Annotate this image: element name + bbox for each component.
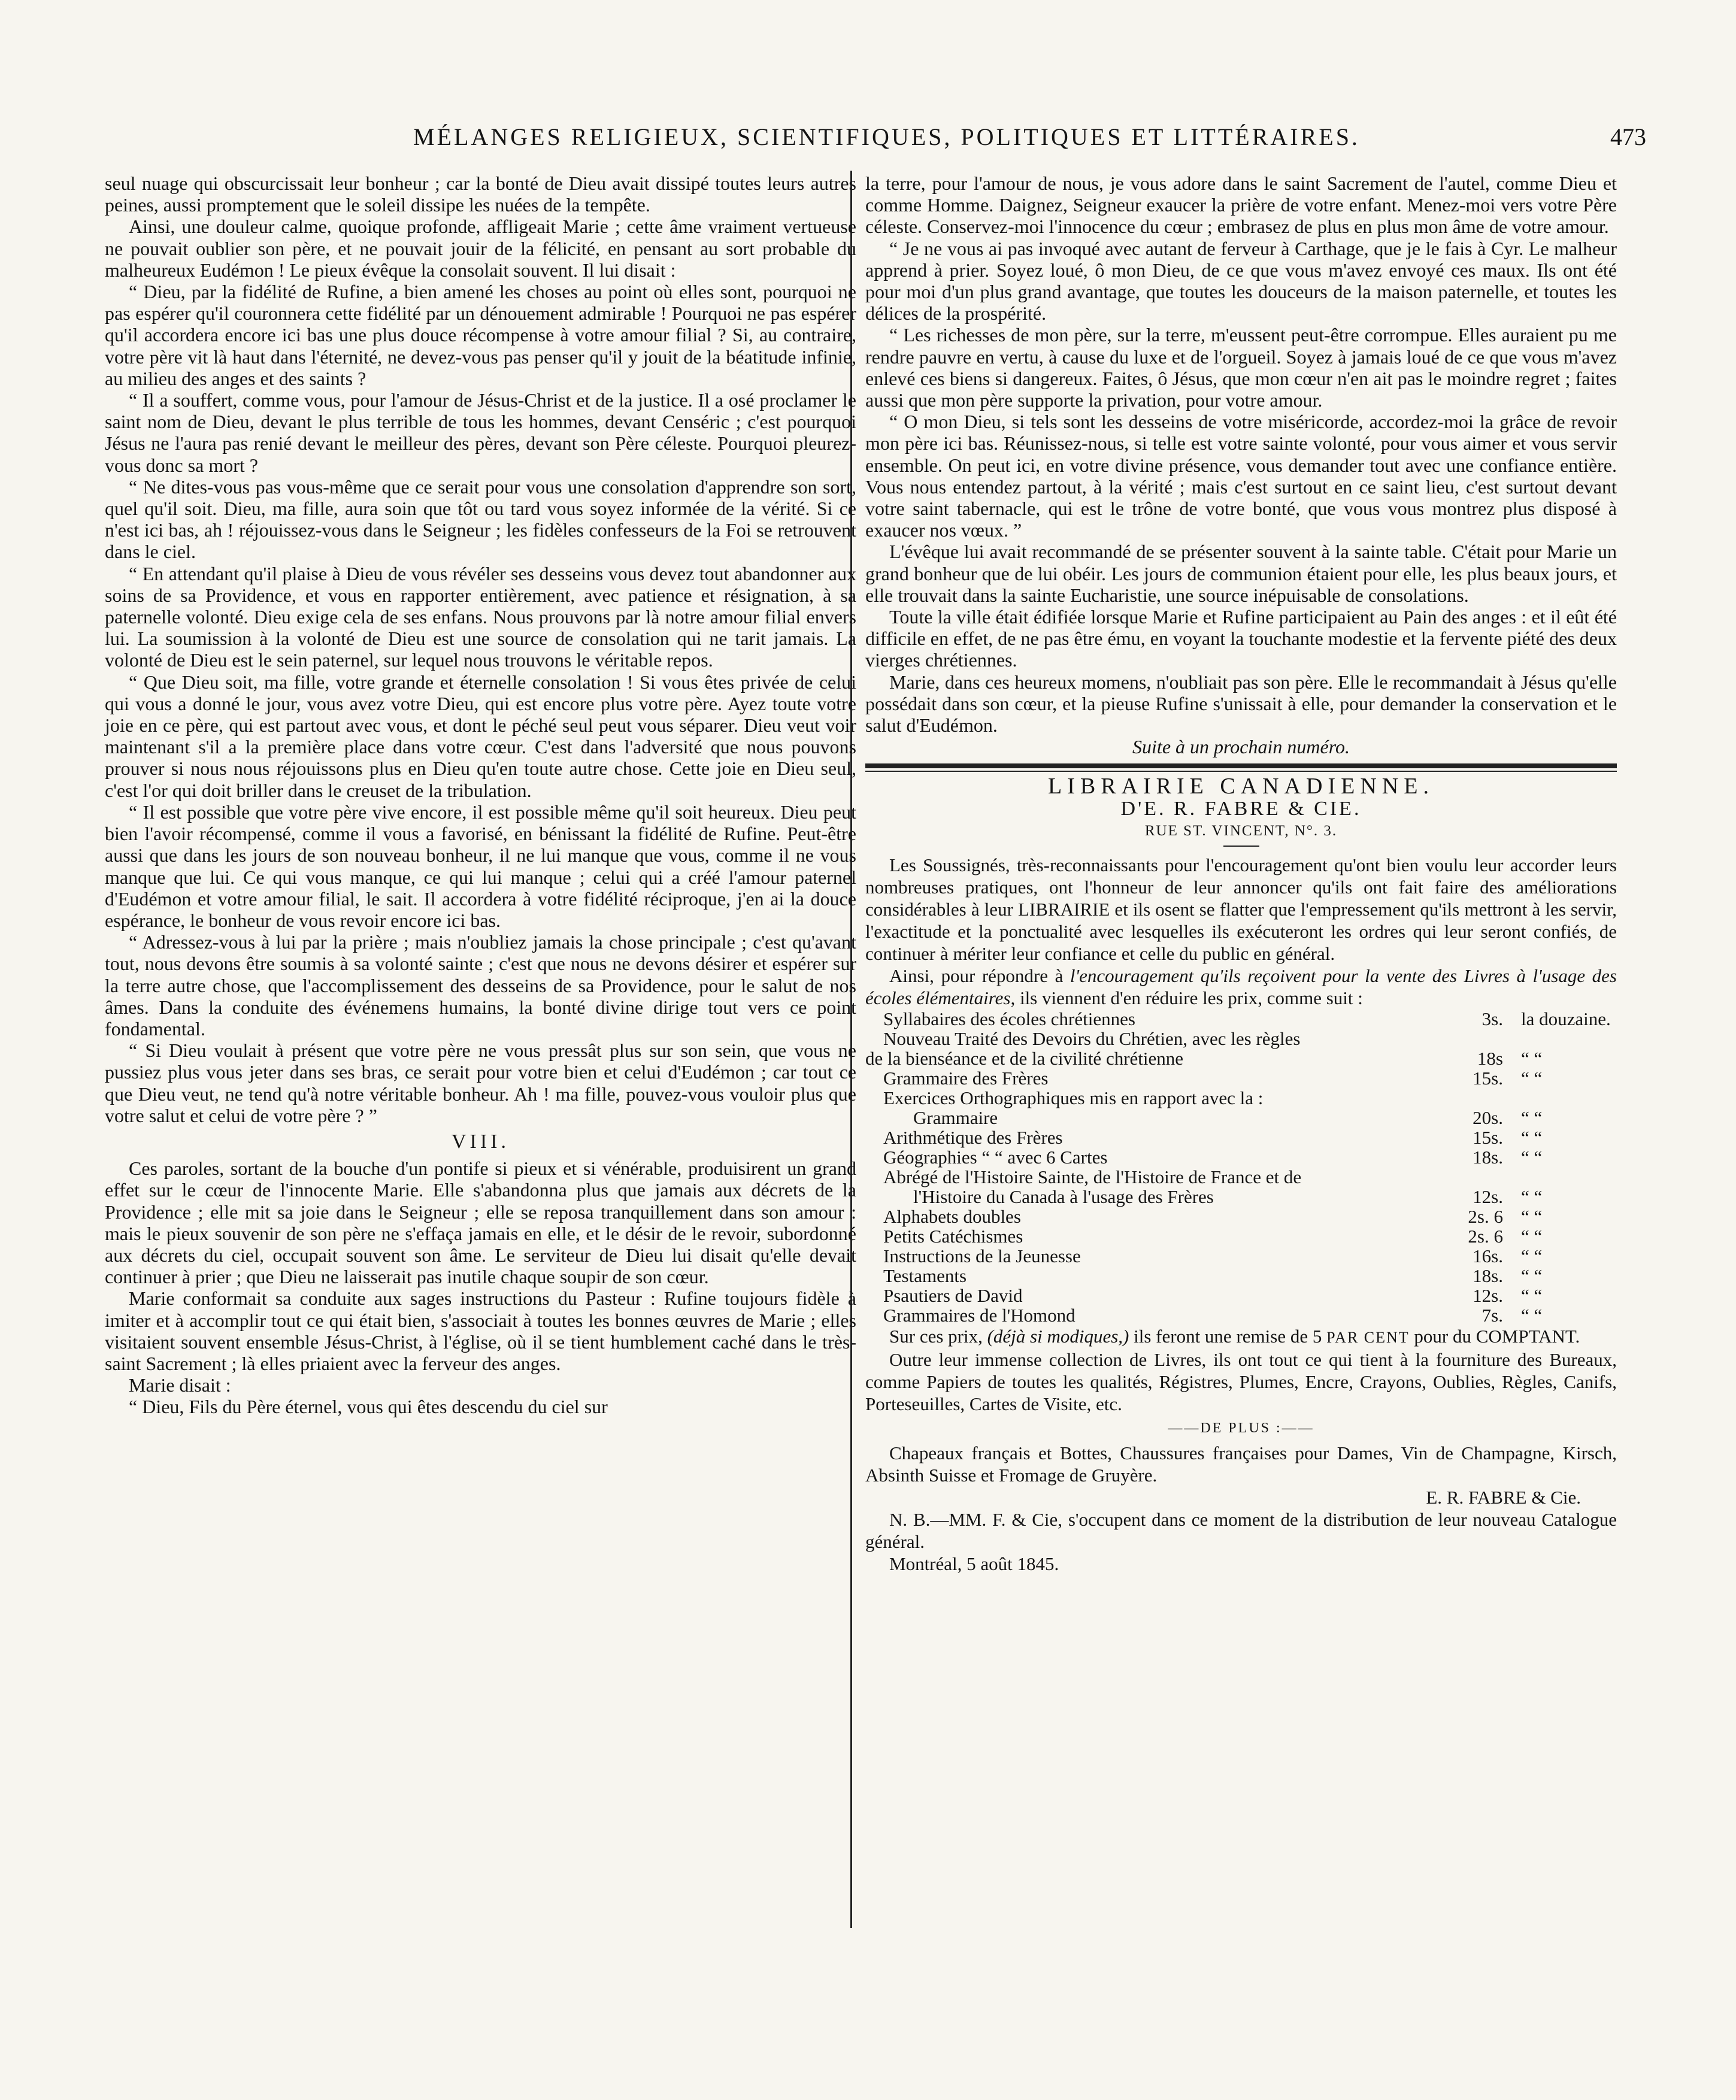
paragraph: Marie disait :	[129, 1374, 231, 1396]
discount-text: ils feront une remise de 5	[1129, 1326, 1327, 1347]
price-unit: “ “	[1521, 1246, 1543, 1267]
paragraph: L'évêque lui avait recommandé de se présenter souvent à la sainte table. C'était pour Marie un grand bonheur que de lui obéir. Les jours de communion étaient pour elle, les plus beaux jours, et elle trouvait dans la sainte Eucharistie, une source inépuisable de consolations.	[865, 541, 1617, 606]
price-unit	[1521, 1029, 1617, 1049]
paragraph: “ Il est possible que votre père vive encore, il est possible même qu'il soit heureux. Dieu peut bien l'avoir récompensé, comme il vous a favorisé, en bénissant la fidélité de Rufine. Peut-être aussi que dans les jours de son nouveau bonheur, il ne lui manque que vous, comme il ne vous manque que lui. Ce qui vous manque, ce qui lui manque ; celui qui a créé l'amour paternel d'Eudémon et votre amour filial, le sait. Il accordera à votre fidélité réciproque, j'en ai la douce espérance, le bonheur de vous revoir encore ici bas.	[105, 801, 856, 931]
paragraph: “ En attendant qu'il plaise à Dieu de vous révéler ses desseins vous devez tout abandonner aux soins de sa Providence, et vous en rapporter entièrement, avec patience et résignation, à sa paternelle volonté. Dieu exige cela de ses enfans. Nous prouvons par là notre amour filial envers lui. La soumission à la volonté de Dieu est une source de consolation qui ne tarit jamais. La volonté de Dieu est le sein paternel, sur lequel nous trouvons le véritable repos.	[105, 562, 856, 671]
price-unit: “ “	[1521, 1048, 1543, 1069]
price-item: Grammaires de l'Homond	[883, 1305, 1075, 1326]
other-goods: Outre leur immense collection de Livres, ils ont tout ce qui tient à la fourniture des Bureaux, comme Papiers de toutes les qualités, Régistres, Plumes, Encre, Crayons, Oublies, Règles, Canifs, Porteseuilles, Cartes de Visite, etc.	[865, 1349, 1617, 1415]
price-unit: “ “	[1521, 1107, 1543, 1129]
price-row	[865, 1286, 1617, 1305]
extras: Chapeaux français et Bottes, Chaussures françaises pour Dames, Vin de Champagne, Kirsch, Absinth Suisse et Fromage de Gruyère.	[865, 1443, 1617, 1486]
price-value: 18s.	[1473, 1147, 1503, 1168]
price-row	[865, 1167, 1617, 1187]
dateline: Montréal, 5 août 1845.	[889, 1553, 1059, 1575]
prices-intro-start: Ainsi, pour répondre à	[889, 965, 1070, 987]
paragraph: Ces paroles, sortant de la bouche d'un pontife si pieux et si vénérable, produisirent un grand effet sur le cœur de l'innocente Marie. Elle s'abandonna plus que jamais aux décrets de la Providence ; elle mit sa joie dans le Seigneur ; elle se reposa tranquillement dans son amour : mais le pieux souvenir de son père ne s'effaça jamais en elle, et le désir de le revoir, subordonné aux décrets du ciel, occupait souvent son âme. Le serviteur de Dieu lui disait qu'elle devait continuer à prier ; que Dieu ne laisserait pas inutile chaque soupir de son cœur.	[105, 1157, 856, 1288]
paragraph: “ Si Dieu voulait à présent que votre père ne vous pressât plus sur son sein, que vous ne pussiez plus vous jeter dans ses bras, ce serait pour votre bien et celui d'Eudémon ; car tout ce que Dieu veut, ne tend qu'à notre véritable bonheur. Ah ! ma fille, pouvez-vous vouloir plus que votre salut et celui de votre père ? ”	[105, 1040, 856, 1126]
price-item: Testaments	[883, 1265, 967, 1287]
price-list	[865, 1009, 1617, 1325]
price-row	[865, 1305, 1617, 1325]
price-row	[865, 1108, 1617, 1128]
price-value: 3s.	[1481, 1008, 1503, 1030]
price-value: 16s.	[1473, 1246, 1503, 1267]
price-unit: “ “	[1521, 1127, 1543, 1149]
price-item: Alphabets doubles	[883, 1206, 1021, 1228]
bookshop-advertisement	[865, 775, 1617, 1575]
price-value	[1398, 1029, 1521, 1049]
paragraph: Ainsi, une douleur calme, quoique profonde, affligeait Marie ; cette âme vraiment vertueuse ne pouvait oublier son père, et ne pouvait jouir de la félicité, en pensant au sort probable du malheureux Eudémon ! Le pieux évêque la consolait souvent. Il lui disait :	[105, 216, 856, 281]
price-unit: “ “	[1521, 1068, 1543, 1089]
price-item: Arithmétique des Frères	[883, 1127, 1063, 1149]
price-item: Grammaire	[913, 1107, 998, 1129]
price-row	[865, 1009, 1617, 1029]
advertisement-intro: Les Soussignés, très-reconnaissants pour l'encouragement qu'ont bien voulu leur accorder leurs nombreuses pratiques, ont l'honneur de leur annoncer qu'ils ont fait faire des améliorations considérables à leur LIBRAIRIE et ils osent se flatter que l'empressement qu'ils mettront à les servir, l'exactitude et la ponctualité avec lesquelles ils exécuteront les ordres qui leur seront confiés, de continuer à mériter leur confiance et celle du public en général.	[865, 854, 1617, 965]
price-item: Petits Catéchismes	[883, 1226, 1023, 1247]
paragraph: “ Adressez-vous à lui par la prière ; mais n'oubliez jamais la chose principale ; c'est qu'avant tout, nous devons être soumis à sa volonté sainte ; c'est que nous ne devons désirer et espérer sur la terre autre chose, que l'accomplissement des desseins de sa Providence, pour le salut de nos âmes. Dans la conduite des événemens humains, la bonté divine dirige tout vers ce point fondamental.	[105, 931, 856, 1040]
price-value: 18s.	[1473, 1265, 1503, 1287]
paragraph: Marie, dans ces heureux momens, n'oubliait pas son père. Elle le recommandait à Jésus qu'elle possédait dans son cœur, et la pieuse Rufine s'unissait à elle, pour demander la conservation et le salut d'Eudémon.	[865, 671, 1617, 737]
advertisement-address: RUE ST. VINCENT, N°. 3.	[1144, 823, 1338, 840]
price-value: 12s.	[1473, 1186, 1503, 1208]
advertisement-subtitle: D'E. R. FABRE & CIE.	[1120, 798, 1362, 820]
price-value: 15s.	[1473, 1068, 1503, 1089]
signature: E. R. FABRE & Cie.	[1426, 1487, 1581, 1508]
price-row	[865, 1246, 1617, 1266]
prices-intro-end: ils viennent d'en réduire les prix, comme suit :	[1015, 987, 1363, 1009]
price-value: 15s.	[1473, 1127, 1503, 1149]
separator-rule	[865, 771, 1617, 772]
price-unit: “ “	[1521, 1147, 1543, 1168]
left-column	[105, 172, 856, 1418]
paragraph: “ Dieu, Fils du Père éternel, vous qui êtes descendu du ciel sur	[129, 1396, 608, 1418]
price-row	[865, 1128, 1617, 1147]
separator-rule	[865, 763, 1617, 768]
paragraph: “ Il a souffert, comme vous, pour l'amour de Jésus-Christ et de la justice. Il a osé proclamer le saint nom de Dieu, devant le plus terrible de tous les hommes, devant Censéric ; c'est pourquoi Jésus ne l'aura pas renié devant le meilleur des pères, devant son Père céleste. Pourquoi pleurez-vous donc sa mort ?	[105, 389, 856, 476]
page-number: 473	[1610, 123, 1646, 150]
discount-note	[865, 1325, 1617, 1349]
price-unit: “ “	[1521, 1206, 1543, 1228]
de-plus-heading: ——DE PLUS :——	[1168, 1420, 1314, 1437]
price-item: Syllabaires des écoles chrétiennes	[883, 1008, 1135, 1030]
price-item: de la bienséance et de la civilité chrétienne	[865, 1048, 1184, 1069]
price-unit: “ “	[1521, 1186, 1543, 1208]
section-heading: VIII.	[451, 1130, 510, 1153]
price-item: Instructions de la Jeunesse	[883, 1246, 1081, 1267]
paragraph: seul nuage qui obscurcissait leur bonheur ; car la bonté de Dieu avait dissipé toutes leurs autres peines, aussi promptement que le soleil dissipe les nuées de la tempête.	[105, 172, 856, 216]
price-item: Grammaire des Frères	[883, 1068, 1049, 1089]
price-value: 12s.	[1473, 1285, 1503, 1307]
paragraph: Toute la ville était édifiée lorsque Marie et Rufine participaient au Pain des anges : et il eût été difficile en effet, de ne pas être ému, en voyant la touchante modestie et la fervente piété des deux vierges chrétiennes.	[865, 606, 1617, 671]
price-item: Nouveau Traité des Devoirs du Chrétien, avec les règles	[883, 1028, 1301, 1050]
price-item: l'Histoire du Canada à l'usage des Frères	[913, 1186, 1214, 1208]
price-value: 2s. 6	[1468, 1226, 1503, 1247]
continuation-note: Suite à un prochain numéro.	[1132, 736, 1350, 758]
price-unit: la douzaine.	[1521, 1008, 1611, 1030]
short-rule	[1223, 846, 1259, 847]
discount-text: Sur ces prix,	[889, 1326, 987, 1347]
paragraph: “ Que Dieu soit, ma fille, votre grande et éternelle consolation ! Si vous êtes privée de celui qui vous a donné le jour, vous avez votre Dieu, qui est encore plus votre père. Ayez toute votre joie en ce père, qui est partout avec vous, et dont le péché seul peut vous séparer. Dieu veut voir maintenant s'il a la première place dans votre cœur. C'est dans l'adversité que nous pouvons prouver si nous nous réjouissons plus en Dieu qu'en toute autre chose. Cette joie en Dieu seul, c'est l'or qui doit briller dans le creuset de la tribulation.	[105, 671, 856, 801]
price-row	[865, 1207, 1617, 1226]
price-value	[1398, 1167, 1521, 1187]
price-item: Abrégé de l'Histoire Sainte, de l'Histoire de France et de	[883, 1166, 1302, 1188]
price-item: Géographies “ “ avec 6 Cartes	[883, 1147, 1108, 1168]
running-title: MÉLANGES RELIGIEUX, SCIENTIFIQUES, POLITIQUES ET LITTÉRAIRES.	[413, 123, 1360, 150]
price-row	[865, 1049, 1617, 1068]
paragraph: Marie conformait sa conduite aux sages instructions du Pasteur : Rufine toujours fidèle à imiter et à accomplir tout ce qui était bien, s'associait à toutes les bonnes œuvres de Marie ; elles visitaient souvent ensemble Jésus-Christ, à l'église, où il se tient humblement caché dans le très-saint Sacrement ; là elles priaient avec la ferveur des anges.	[105, 1287, 856, 1374]
paragraph: “ Les richesses de mon père, sur la terre, m'eussent peut-être corrompue. Elles auraient pu me rendre pauvre en vertu, à cause du luxe et de l'orgueil. Soyez à jamais loué de ce que vous m'avez enlevé ces biens si dangereux. Faites, ô Jésus, que mon cœur n'en ait pas le moindre regret ; faites aussi que mon père supporte la privation, pour votre amour.	[865, 324, 1617, 411]
price-row	[865, 1187, 1617, 1207]
price-unit: “ “	[1521, 1285, 1543, 1307]
price-value: 20s.	[1473, 1107, 1503, 1129]
right-column	[865, 172, 1617, 1575]
price-unit	[1521, 1167, 1617, 1187]
price-item: Exercices Orthographiques mis en rapport avec la :	[883, 1087, 1264, 1109]
price-value: 7s.	[1481, 1305, 1503, 1326]
paragraph: “ Je ne vous ai pas invoqué avec autant de ferveur à Carthage, que je le fais à Cyr. Le malheur apprend à prier. Soyez loué, ô mon Dieu, de ce que vous m'avez envoyé ces maux. Ils ont été pour moi d'un plus grand avantage, que toutes les douceurs de la maison paternelle, et toutes les délices de la prospérité.	[865, 237, 1617, 325]
nota-bene: N. B.—MM. F. & Cie, s'occupent dans ce moment de la distribution de leur nouveau Catalogue général.	[865, 1509, 1617, 1553]
paragraph: “ O mon Dieu, si tels sont les desseins de votre miséricorde, accordez-moi la grâce de revoir mon père ici bas. Réunissez-nous, si telle est votre sainte volonté, pour vous aimer et vous servir ensemble. On peut ici, en votre divine présence, vous demander tout avec une confiance entière. Vous nous entendez partout, à la vérité ; mais c'est surtout en ce saint lieu, c'est surtout devant votre saint tabernacle, qui est le trône de votre bonté, que vous vous montrez plus disposé à exaucer nos vœux. ”	[865, 411, 1617, 541]
price-row	[865, 1147, 1617, 1167]
price-row	[865, 1068, 1617, 1088]
discount-smallcaps: PAR CENT	[1326, 1329, 1410, 1347]
price-value: 18s	[1477, 1048, 1503, 1069]
discount-italic: (déjà si modiques,)	[987, 1326, 1129, 1347]
price-row	[865, 1266, 1617, 1286]
price-unit: “ “	[1521, 1305, 1543, 1326]
price-unit	[1521, 1088, 1617, 1108]
paragraph: “ Ne dites-vous pas vous-même que ce serait pour vous une consolation d'apprendre son sort, quel qu'il soit. Dieu, ma fille, aura soin que tôt ou tard vous soyez informée de la vérité. Si ce n'est ici bas, ah ! réjouissez-vous dans le Seigneur ; les fidèles confesseurs de la Foi se retrouvent dans le ciel.	[105, 475, 856, 563]
price-unit: “ “	[1521, 1226, 1543, 1247]
paragraph: “ Dieu, par la fidélité de Rufine, a bien amené les choses au point où elles sont, pourquoi ne pas espérer qu'il couronnera cette fidélité par un dénouement admirable ! Pourquoi ne pas espérer qu'il accordera encore ici bas une plus douce récompense à votre amour filial ? Si, au contraire, votre père vit là haut dans l'éternité, ne devez-vous pas penser qu'il y jouit de la béatitude infinie, au milieu des anges et des saints ?	[105, 281, 856, 389]
price-value	[1398, 1088, 1521, 1108]
price-unit: “ “	[1521, 1265, 1543, 1287]
price-value: 2s. 6	[1468, 1206, 1503, 1228]
prices-intro	[865, 965, 1617, 1009]
advertisement-title: LIBRAIRIE CANADIENNE.	[1048, 774, 1434, 799]
discount-text: pour du COMPTANT.	[1409, 1326, 1580, 1347]
price-item: Psautiers de David	[883, 1285, 1023, 1307]
price-row	[865, 1029, 1617, 1049]
paragraph: la terre, pour l'amour de nous, je vous adore dans le saint Sacrement de l'autel, comme Dieu et comme Homme. Daignez, Seigneur exaucer la prière de votre enfant. Menez-moi vers votre Père céleste. Conservez-moi l'innocence du cœur ; embrasez de plus en plus mon âme de votre amour.	[865, 172, 1617, 238]
price-row	[865, 1088, 1617, 1108]
price-row	[865, 1226, 1617, 1246]
prices-intro-italic: l'encouragement qu'ils reçoivent pour la vente des Livres à l'usage des écoles élémentaires,	[865, 965, 1617, 1009]
page-header	[90, 123, 1646, 159]
